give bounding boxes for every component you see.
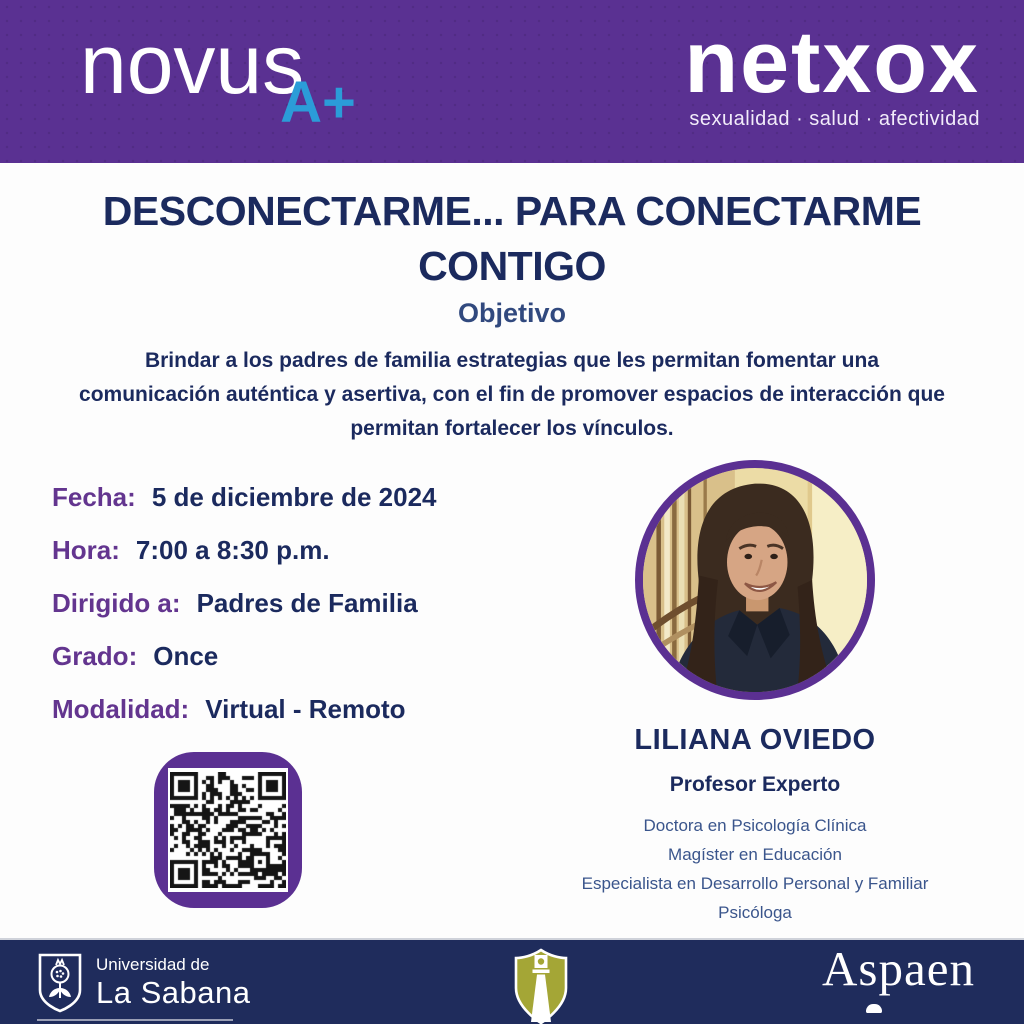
novus-logo — [80, 17, 356, 135]
speaker-photo — [635, 460, 875, 700]
speaker-name: LILIANA OVIEDO — [634, 724, 876, 756]
netxox-logo — [684, 12, 980, 131]
unisabana-line2: La Sabana — [96, 974, 251, 1010]
footer-band — [0, 938, 1024, 1024]
netxox-tagline: sexualidad · salud · afectividad — [689, 108, 980, 130]
detail-row-hora — [52, 535, 437, 567]
modalidad-value: Virtual - Remoto — [205, 694, 406, 724]
aspaen-dot-icon — [866, 1004, 882, 1013]
grado-label: Grado: — [52, 641, 138, 671]
credential-4: Psicóloga — [718, 903, 792, 922]
event-details — [52, 482, 437, 747]
speaker-credentials — [560, 811, 950, 927]
event-title: DESCONECTARME... PARA CONECTARME CONTIGO — [102, 188, 922, 290]
fecha-label: Fecha: — [52, 482, 136, 512]
netxox-wordmark: netxox — [684, 12, 980, 111]
objective-heading: Objetivo — [457, 298, 566, 328]
speaker-profile — [560, 460, 950, 927]
credential-1: Doctora en Psicología Clínica — [643, 816, 867, 835]
grado-value: Once — [153, 641, 219, 671]
credential-3: Especialista en Desarrollo Personal y Familiar — [581, 874, 929, 893]
detail-row-dirigido — [52, 588, 437, 620]
unisabana-line1: Universidad de — [96, 954, 210, 974]
modalidad-label: Modalidad: — [52, 694, 190, 724]
unisabana-shield-icon — [36, 952, 84, 1014]
fecha-value: 5 de diciembre de 2024 — [151, 482, 437, 512]
objective-text: Brindar a los padres de familia estrategias que les permitan fomentar una comunicación auténtica y asertiva, con el fin de promover espacios de interacción que permitan fortalecer los vínculos. — [79, 349, 945, 441]
novus-a-plus: A+ — [280, 70, 356, 135]
detail-row-fecha — [52, 482, 437, 514]
qr-code — [154, 752, 302, 908]
speaker-role: Profesor Experto — [669, 773, 841, 796]
detail-row-grado — [52, 641, 437, 673]
qr-code-pattern — [168, 768, 288, 892]
lighthouse-shield-icon — [512, 948, 570, 1024]
dirigido-label: Dirigido a: — [52, 588, 181, 618]
detail-row-modalidad — [52, 694, 437, 726]
dirigido-value: Padres de Familia — [196, 588, 418, 618]
aspaen-logo: Aspaen — [822, 941, 975, 996]
hora-label: Hora: — [52, 535, 120, 565]
unisabana-logo — [36, 952, 250, 1014]
unisabana-underline — [37, 1019, 233, 1021]
novus-wordmark: novus — [80, 17, 305, 111]
hora-value: 7:00 a 8:30 p.m. — [135, 535, 330, 565]
credential-2: Magíster en Educación — [668, 845, 842, 864]
header-band — [0, 0, 1024, 163]
